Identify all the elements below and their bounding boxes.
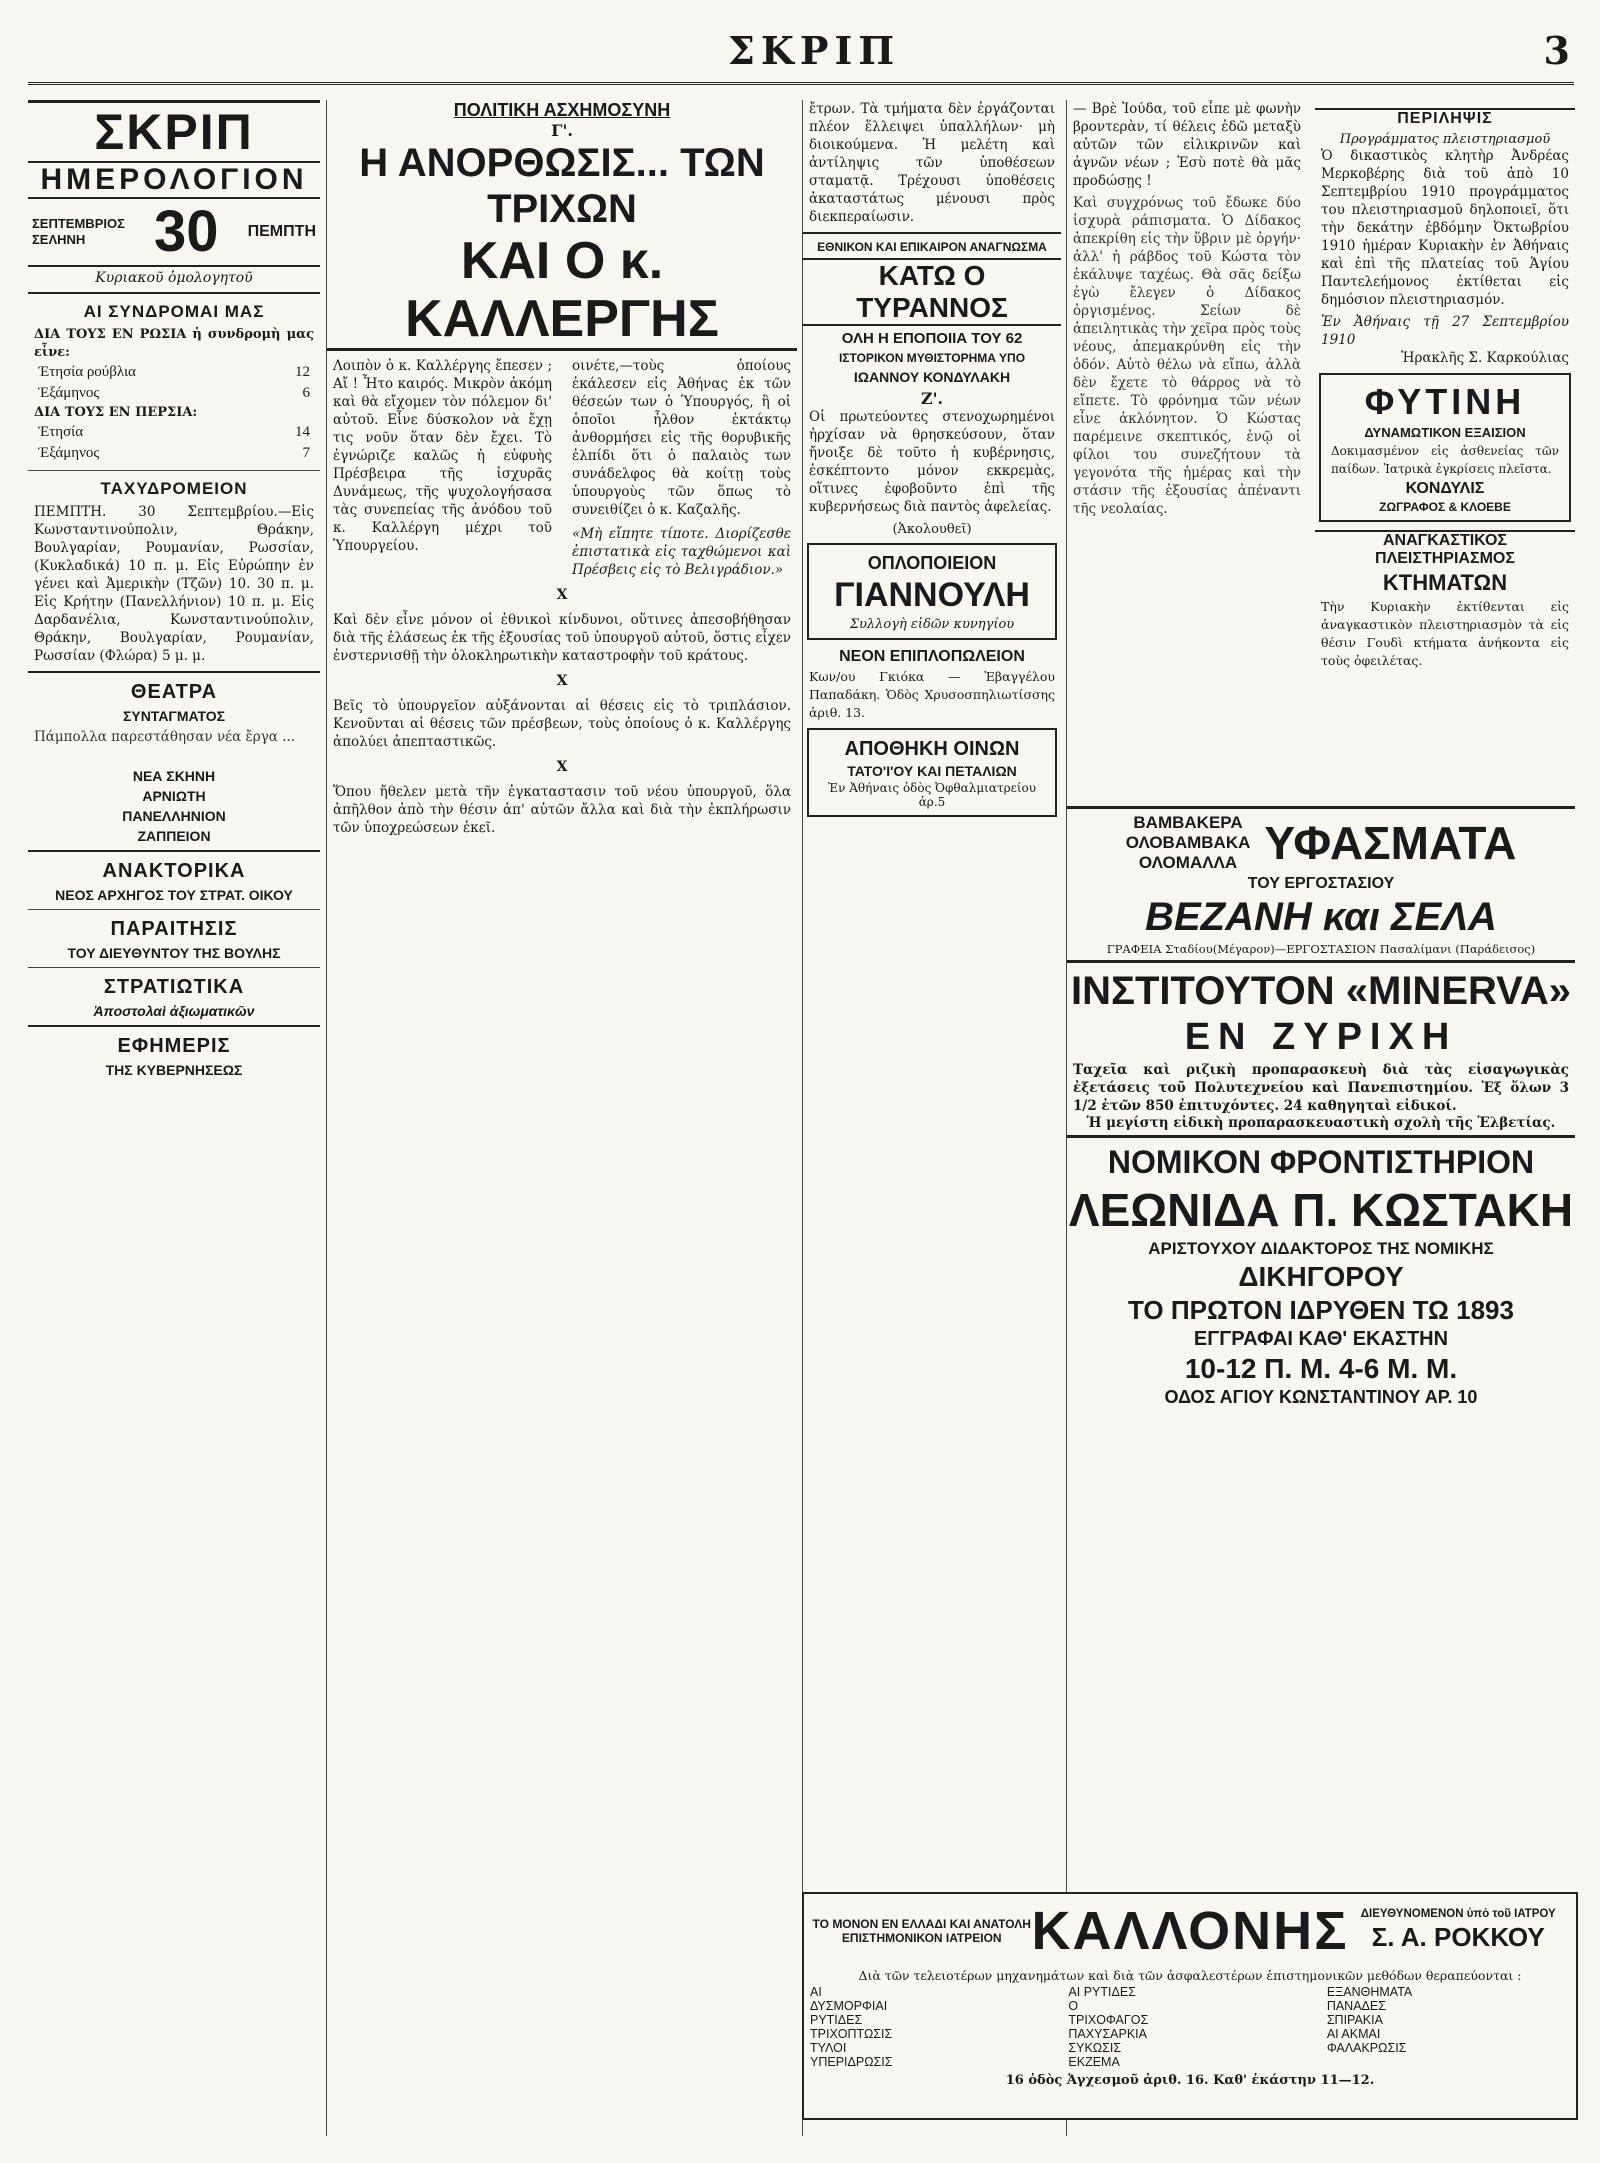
ad-wine: ΑΠΟΘΗΚΗ ΟΙΝΩΝ ΤΑΤΟ'Ι'ΟΥ ΚΑΙ ΠΕΤΑΛΙΩΝ Ἐν Ἀθήναις ὁδὸς Ὀφθαλμιατρείου ἀρ.5	[807, 728, 1057, 817]
calendar-month: ΣΕΠΤΕΜΒΡΙΟΣ	[32, 216, 125, 231]
col3-top-text: ἔτρων. Τὰ τμήματα δὲν ἐργάζονται πλέον ἕλλειψει ὑπαλλήλων· μὴ διοικούμενα. Ἡ μελέτη καὶ ἀντίληψις τῶν ὑποθέσεων σταματᾷ. Τρέχουσι ὑποθέσεις ἀκαταστάτως μένουσι πρὸς διεκπεραίωσιν.	[809, 101, 1055, 225]
page-number: 3	[1543, 28, 1570, 73]
separator-x: Χ	[556, 673, 568, 689]
theatre-item: ΖΑΠΠΕΙΟΝ	[137, 828, 211, 844]
resign-title: ΠΑΡΑΙΤΗΣΙΣ	[110, 918, 238, 940]
ad-minerva: ΙΝΣΤΙΤΟΥΤΟΝ «MINERVA» ΕΝ ΖΥΡΙΧΗ Ταχεῖα καὶ ριζικὴ προπαρασκευὴ διὰ τὰς εἰσαγωγικὰς ἐξετάσεις τοῦ Πολυτεχνείου καὶ Πανεπιστημίου. Ἐξ ὅλων 3 1/2 ἐτῶν 850 ἐπιτυχόντες. 24 καθηγηταὶ εἰδικοί. Ἡ μεγίστη εἰδικὴ προπαρασκευαστικὴ σχολὴ τῆς Ἑλβετίας.	[1067, 960, 1575, 1135]
article-quote: «Μὴ εἴπητε τίποτε. Διορίζεσθε ἐπιστατικὰ εἰς ταχθώμενοι καὶ Πρέσβεις εἰς τὸ Βελιγράδιον.»	[572, 526, 791, 578]
serial-number: Ζ'.	[920, 389, 944, 408]
separator-x: Χ	[556, 759, 568, 775]
ad-furniture-title: ΝΕΟΝ ΕΠΙΠΛΟΠΩΛΕΙΟΝ	[839, 648, 1025, 665]
column-ads	[1066, 100, 1575, 2136]
ad-gunsmith: ΟΠΛΟΠΟΙΕΙΟΝ ΓΙΑΝΝΟΥΛΗ Συλλογὴ εἰδῶν κυνηγίου	[807, 543, 1057, 640]
article-body-a: Καὶ δὲν εἶνε μόνον οἱ ἐθνικοὶ κίνδυνοι, οὕτινες ἀπεσοβήθησαν διὰ τῆς ἐλάσεως ἐκ τῆς ἐξουσίας τοῦ ὑπουργοῦ αὐτοῦ, ὅστις εἶχεν ἐνστερνισθῇ τὴν ὁλοκληρωτικὴν καταστροφὴν τοῦ κράτους.	[333, 612, 791, 664]
serial-tag: ΕΘΝΙΚΟΝ ΚΑΙ ΕΠΙΚΑΙΡΟΝ ΑΝΑΓΝΩΣΜΑ	[817, 240, 1047, 254]
military-sub: Ἀποστολαὶ ἀξιωματικῶν	[93, 1003, 255, 1019]
summary-sign: Ἠρακλῆς Σ. Καρκούλιας	[1400, 350, 1569, 366]
gazette-sub: ΤΗΣ ΚΥΒΕΡΝΗΣΕΩΣ	[105, 1062, 243, 1078]
serial-title: ΚΑΤΩ Ο ΤΥΡΑΝΝΟΣ	[803, 258, 1061, 326]
auction-title: ΑΝΑΓΚΑΣΤΙΚΟΣ ΠΛΕΙΣΤΗΡΙΑΣΜΟΣ	[1315, 530, 1575, 568]
ad-kallonis: ΤΟ ΜΟΝΟΝ ΕΝ ΕΛΛΑΔΙ ΚΑΙ ΑΝΑΤΟΛΗ ΕΠΙΣΤΗΜΟΝΙΚΟΝ ΙΑΤΡΕΙΟΝ ΚΑΛΛΟΝΗΣ ΔΙΕΥΘΥΝΟΜΕΝΟΝ ὑπὸ τοῦ ΙΑΤΡΟΥ Σ. Α. ΡΟΚΚΟΥ Διὰ τῶν τελειοτέρων μηχανημάτων καὶ διὰ τῶν ἀσφαλεστέρων ἐπιστημονικῶν μεθόδων θεραπεύονται : ΑΙ ΔΥΣΜΟΡΦΙΑΙ ΡΥΤΙΔΕΣ ΤΡΙΧΟΠΤΩΣΙΣ ΤΥΛΟΙ ΥΠΕΡΙΔΡΩΣΙΣ ΑΙ ΡΥΤΙΔΕΣ Ο ΤΡΙΧΟΦΑΓΟΣ ΠΑΧΥΣΑΡΚΙΑ ΣΥΚΩΣΙΣ ΕΚΖΕΜΑ ΕΞΑΝΘΗΜΑΤΑ ΠΑΝΑΔΕΣ ΣΠΙΡΑΚΙΑ ΑΙ ΑΚΜΑΙ ΦΑΛΑΚΡΩΣΙΣ 16 ὁδὸς Ἀγχεσμοῦ ἀριθ. 16. Καθ' ἑκάστην 11—12.	[802, 1892, 1578, 2120]
masthead-title: ΣΚΡΙΠ	[728, 28, 901, 73]
subscriptions-title: ΑΙ ΣΥΝΔΡΟΜΑΙ ΜΑΣ	[83, 302, 265, 321]
calendar-moon: ΣΕΛΗΝΗ	[32, 232, 86, 247]
post-text: ΠΕΜΠΤΗ. 30 Σεπτεμβρίου.—Εἰς Κωνσταντινούπολιν, Θράκην, Βουλγαρίαν, Ρουμανίαν, Ρωσσίαν, (Κυκλαδικά) 10 π. μ. Εἰς Εὐρώπην ἐν γένει καὶ Ἀμερικὴν (Τζῶν) 10. 30 π. μ. Εἰς Κρήτην (Πανελλήνιον) 10 π. μ. Εἰς Δαρδανέλια, Κωνσταντινούπολιν, Θράκην, Βουλγαρίαν, Ρουμανίαν, Ρωσσίαν (Φλώρα) 5 μ. μ.	[34, 504, 314, 664]
kallonis-name: ΚΑΛΛΟΝΗΣ	[1031, 1901, 1349, 1961]
textiles-names: ΒΕΖΑΝΗ και ΣΕΛΑ	[1145, 895, 1497, 939]
summary-sub: Προγράμματος πλειστηριασμοῦ	[1339, 132, 1551, 147]
military-title: ΣΤΡΑΤΙΩΤΙΚΑ	[103, 976, 245, 998]
calendar-saint: Κυριακοῦ ὁμολογητοῦ	[95, 270, 253, 286]
gazette-title: ΕΦΗΜΕΡΙΣ	[117, 1035, 231, 1057]
ad-fytini: ΦΥΤΙΝΗ ΔΥΝΑΜΩΤΙΚΟΝ ΕΞΑΙΣΙΟΝ Δοκιμασμένον εἰς ἀσθενείας τῶν παίδων. Ἰατρικὰ ἐγκρίσεις πλεῖστα. ΚΟΝΔΥΛΙΣ ΖΩΓΡΑΦΟΣ & ΚΛΟΕΒΕ	[1319, 373, 1571, 522]
palace-sub: ΝΕΟΣ ΑΡΧΗΓΟΣ ΤΟΥ ΣΤΡΑΤ. ΟΙΚΟΥ	[55, 887, 293, 903]
column-main-article	[326, 100, 797, 2136]
masthead	[28, 26, 1574, 85]
article-headline-1: Η ΑΝΟΡΘΩΣΙΣ... ΤΩΝ ΤΡΙΧΩΝ	[359, 141, 765, 231]
calendar-title: ΣΚΡΙΠ	[28, 100, 320, 163]
calendar-date-block	[28, 197, 320, 267]
col4-continuation: Καὶ συγχρόνως τοῦ ἔδωκε δύο ἰσχυρὰ ράπισματα. Ὁ Δίδακος ἀπεκρίθη εἰς τὴν ὕβριν μὲ ὀργήν· ἀλλ' ἡ ράβδος τοῦ Κώστα τὸν ἐκάλυψε ταχέως. Θὰ σᾶς δείξω ἐγὼ ἔλεγεν ὁ Δίδακος ὀργισμένος. Σείων δὲ ἀπειλητικὰς τὴν χεῖρα πρὸς τοὺς νέους, ἀπεμακρύνθη εἰς τὴν ὁδόν. Αὐτὸ θέλω νὰ εἴπω, ἀλλὰ δὲν ἔχετε τὸ θάρρος νὰ τὸ εἴπετε. Τὸ φρόνημα τῶν νέων εἶνε ἀκλόνητον. Ὁ Κώστας παρέμεινε σκεπτικός, ἐνῷ οἱ φίλοι του συνεζήτουν τὰ γεγονότα τῆς ἡμέρας καὶ τὴν στάσιν τῆς ἐξουσίας ἀπέναντι τῆς νεολαίας.	[1073, 195, 1301, 517]
article-lead-left: Λοιπὸν ὁ κ. Καλλέργης ἔπεσεν ; Αἴ ! Ἦτο καιρός. Μικρὸν ἀκόμη καὶ θὰ εἴχομεν τὸν πόλεμον δι' αὐτοῦ. Εἶνε δύσκολον νὰ ἔχῃ τις νοῦν ὅταν δὲν ἔχει. Τὸ ἐγνώριζε καλῶς ἡ εὐφυὴς Πρέσβειρα τῆς ἰσχυρᾶς Δυνάμεως, τῆς ψυχολογήσασα τὰς συνεπείας τῆς ἀνόδου τοῦ κ. Καλλέργη μέχρι τοῦ Ὑπουργείου.	[333, 358, 552, 554]
serial-sub2: ΙΣΤΟΡΙΚΟΝ ΜΥΘΙΣΤΟΡΗΜΑ ΥΠΟ	[838, 351, 1026, 365]
serial-text: Οἱ πρωτεύοντες στενοχωρημένοι ἠρχίσαν νὰ θρησκεύσουν, ὅταν ἤνοιξε δὲ τοῦτο ἡ κυβέρνησις, ἐσκέπτοντο μόνον εκκρεμὰς, οἵτινες ἐφοβοῦντο ἐπὶ τῆς κυβερνήσεως διὰ παντὸς ἀφελείας.	[809, 409, 1055, 515]
calendar-subtitle: ΗΜΕΡΟΛΟΓΙΟΝ	[40, 163, 308, 196]
separator-x: Χ	[556, 587, 568, 603]
summary-text: Ὁ δικαστικὸς κλητὴρ Ἀνδρέας Μερκοβέρης διὰ τοῦ ἀπὸ 10 Σεπτεμβρίου 1910 προγράμματος του πλειστηριασμοῦ δηλοποιεῖ, ὅτι τὴν δεκάτην ἐβδόμην Ὀκτωβρίου 1910 ἡμέραν Κυριακὴν ἐν Ἀθήναις καὶ ἐπὶ τῆς πλατείας τοῦ Ἁγίου Παντελεήμονος ἐκτίθεται εἰς δημόσιον πλειστηριασμόν.	[1321, 148, 1569, 308]
ad-gunsmith-name: ΓΙΑΝΝΟΥΛΗ	[834, 576, 1030, 614]
article-kicker: ΠΟΛΙΤΙΚΗ ΑΣΧΗΜΟΣΥΝΗ	[453, 100, 671, 120]
palace-title: ΑΝΑΚΤΟΡΙΚΑ	[102, 860, 246, 882]
ad-law-school: ΝΟΜΙΚΟΝ ΦΡΟΝΤΙΣΤΗΡΙΟΝ ΛΕΩΝΙΔΑ Π. ΚΩΣΤΑΚΗ ΑΡΙΣΤΟΥΧΟΥ ΔΙΔΑΚΤΟΡΟΣ ΤΗΣ ΝΟΜΙΚΗΣ ΔΙΚΗΓΟΡΟΥ ΤΟ ΠΡΩΤΟΝ ΙΔΡΥΘΕΝ ΤΩ 1893 ΕΓΓΡΑΦΑΙ ΚΑΘ' ΕΚΑΣΤΗΝ 10-12 Π. Μ. 4-6 Μ. Μ. ΟΔΟΣ ΑΓΙΟΥ ΚΩΝΣΤΑΝΤΙΝΟΥ ΑΡ. 10	[1067, 1135, 1575, 1414]
article-kicker-letter: Γ'.	[551, 121, 573, 140]
ad-textiles: ΒΑΜΒΑΚΕΡΑ ΟΛΟΒΑΜΒΑΚΑ ΟΛΟΜΑΛΛΑ ΥΦΑΣΜΑΤΑ ΤΟΥ ΕΡΓΟΣΤΑΣΙΟΥ ΒΕΖΑΝΗ και ΣΕΛΑ ΓΡΑΦΕΙΑ Σταδίου(Μέγαρον)—ΕΡΓΟΣΤΑΣΙΟΝ Πασαλίμανι (Παράδεισος)	[1067, 806, 1575, 960]
subs-row: Ἐτησία ρούβλια 12	[38, 364, 310, 380]
article-headline-2: ΚΑΙ Ο κ. ΚΑΛΛΕΡΓΗΣ	[327, 232, 797, 351]
auction-sub: ΚΤΗΜΑΤΩΝ	[1382, 570, 1508, 595]
subs-row: Ἐτησία 14	[38, 424, 310, 440]
textiles-main: ΥΦΑΣΜΑΤΑ	[1264, 817, 1517, 869]
summary-date: Ἐν Ἀθήναις τῇ 27 Σεπτεμβρίου 1910	[1321, 314, 1569, 348]
auction-text: Τὴν Κυριακὴν ἐκτίθενται εἰς ἀναγκαστικὸν πλειστηριασμὸν τὰ εἰς θέσιν Γουδὶ κτήματα ἀνήκοντα εἰς τοὺς ὀφειλέτας.	[1321, 599, 1569, 668]
subscriptions-persia-head: ΔΙΑ ΤΟΥΣ ΕΝ ΠΕΡΣΙΑ:	[34, 405, 198, 420]
column-calendar	[28, 100, 320, 2136]
theatre-item: ΑΡΝΙΩΤΗ	[142, 788, 206, 804]
ad-furniture-text: Κων/ου Γκιόκα — Ἐβαγγέλου Παπαδάκη. Ὁδὸς Χρυσοσπηλιωτίσσης ἀριθ. 13.	[809, 669, 1055, 720]
theatre-item: ΝΕΑ ΣΚΗΝΗ	[132, 768, 216, 784]
resign-sub: ΤΟΥ ΔΙΕΥΘΥΝΤΟΥ ΤΗΣ ΒΟΥΛΗΣ	[67, 945, 281, 961]
theatre-title: ΘΕΑΤΡΑ	[130, 681, 218, 703]
post-title: ΤΑΧΥΔΡΟΜΕΙΟΝ	[100, 479, 248, 498]
subscriptions-russia-head: ΔΙΑ ΤΟΥΣ ΕΝ ΡΩΣΙΑ ἡ συνδρομὴ μας εἶνε:	[34, 327, 314, 360]
serial-continues: (Ἀκολουθεῖ)	[892, 522, 972, 537]
theatre-text: Πάμπολλα παρεστάθησαν νέα ἔργα ...	[34, 729, 296, 745]
subs-row: Ἑξάμηνος 7	[38, 445, 310, 461]
theatre-item: ΠΑΝΕΛΛΗΝΙΟΝ	[122, 808, 226, 824]
serial-author: ΙΩΑΝΝΟΥ ΚΟΝΔΥΛΑΚΗ	[853, 369, 1011, 385]
summary-title: ΠΕΡΙΛΗΨΙΣ	[1315, 108, 1575, 128]
calendar-weekday: ΠΕΜΠΤΗ	[247, 223, 316, 240]
serial-sub: ΟΛΗ Η ΕΠΟΠΟΙΙΑ ΤΟΥ 62	[841, 330, 1023, 347]
subs-row: Ἑξάμηνος 6	[38, 385, 310, 401]
newspaper-page	[28, 26, 1574, 2136]
calendar-day-number: 30	[153, 199, 219, 264]
col4-top-text: — Βρὲ Ἰούδα, τοῦ εἶπε μὲ φωνὴν βροντερὰν, τί θέλεις ἐδῶ μεταξὺ αὐτῶν τῶν εἰλικρινῶν καὶ ἀγνῶν νέων ; Ἐσὺ ποτὲ θὰ μᾶς προδώσῃς !	[1073, 101, 1301, 189]
article-body-c: Ὅπου ἤθελεν μετὰ τῆν ἐγκαταστασιν τοῦ νέου ὑπουργοῦ, ὅλα ἀπῆλθον ἀπὸ τὴν θέσιν ἀπ' αὐτῶν ἄλλα καὶ διὰ τὴν ἐκπλήρωσιν τῶν ὑποχρεώσεων ἐκεῖ.	[333, 784, 791, 836]
article-body-b: Βεῖς τὸ ὑπουργεῖον αὐξάνονται αἱ θέσεις εἰς τὸ τριπλάσιον. Κενοῦνται αἱ θέσεις τῶν πρέσβεων, τοὺς ὁποίους ὁ κ. Καλλέργης ἀπολύει ἀπεπταστικῶς.	[333, 698, 791, 750]
column-serial	[802, 100, 1061, 2136]
theatre-item: ΣΥΝΤΑΓΜΑΤΟΣ	[122, 708, 226, 724]
article-lead-right: οινέτε,—τοὺς ὁποίους ἐκάλεσεν εἰς Ἀθήνας ἐκ τῶν θέσεών των ὁ Ὑπουργός, ἢ οἱ ὁποῖοι ἦλθον ἐκτάκτῳ ἀνθορμήσει εἰς τῆς θορυβικῆς ἐλπίδι ὅτι ὁ παλαιὸς των συνάδελφος θὰ κοίτῃ τοὺς ὑπουργοὺς τῶν ὅπως τὸ συνειθίζει ὁ κ. Καζαλῆς.	[572, 358, 791, 518]
